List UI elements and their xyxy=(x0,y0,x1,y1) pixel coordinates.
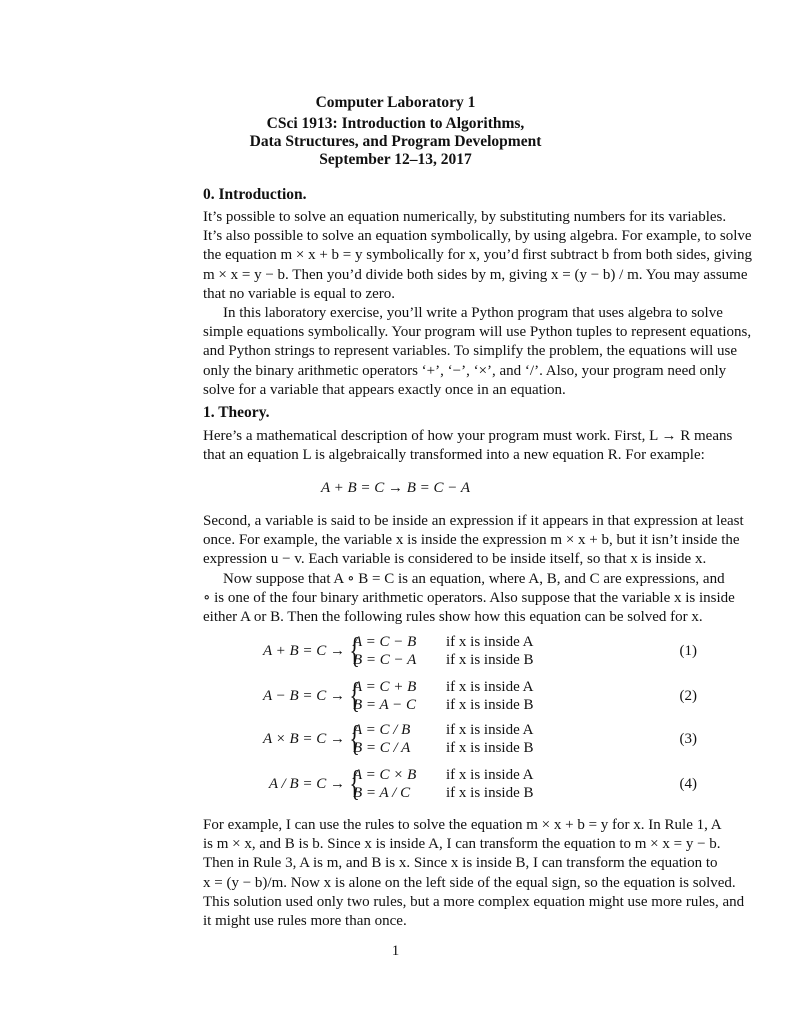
rule-condition-b: if x is inside B xyxy=(446,740,534,756)
rule-condition-b: if x is inside B xyxy=(446,652,534,668)
text-line: that no variable is equal to zero. xyxy=(203,285,396,302)
rule-condition-a: if x is inside A xyxy=(446,722,534,738)
equation-rule xyxy=(203,718,699,760)
text-line: it might use rules more than once. xyxy=(203,912,407,929)
text-line: Then in Rule 3, A is m, and B is x. Since x is inside B, I can transform the equation to xyxy=(203,855,718,872)
brace-icon: { xyxy=(349,675,360,715)
text-line: Now suppose that A ∘ B = C is an equation, where A, B, and C are expressions, and xyxy=(223,571,725,587)
title-line: Computer Laboratory 1 xyxy=(315,94,476,111)
text-line: once. For example, the variable x is inside the expression m × x + b, but it isn’t inside the xyxy=(203,532,740,549)
text-line: Second, a variable is said to be inside an expression if it appears in that expression at least xyxy=(203,513,744,529)
rule-condition-a: if x is inside A xyxy=(446,679,534,695)
brace-icon: { xyxy=(349,718,360,758)
section-heading-introduction: 0. Introduction. xyxy=(203,186,307,203)
title-line: September 12–13, 2017 xyxy=(319,151,472,168)
text-line: For example, I can use the rules to solve the equation m × x + b = y for x. In Rule 1, A xyxy=(203,817,722,833)
text-line: that an equation L is algebraically transformed into a new equation R. For example: xyxy=(203,447,705,464)
equation-rule xyxy=(203,763,699,805)
section-heading-theory: 1. Theory. xyxy=(203,404,270,421)
text-line: ∘ is one of the four binary arithmetic operators. Also suppose that the variable x is inside xyxy=(203,590,735,607)
text-line: It’s possible to solve an equation numerically, by substituting numbers for its variables. xyxy=(203,209,727,225)
rule-case-a: A = C − B xyxy=(353,634,417,650)
text-line: This solution used only two rules, but a more complex equation might use more rules, and xyxy=(203,893,745,910)
rule-case-a: A = C × B xyxy=(353,767,417,783)
rule-case-a: A = C / B xyxy=(353,722,411,738)
text-line: Here’s a mathematical description of how your program must work. First, L → R means xyxy=(203,428,733,444)
text-line: either A or B. Then the following rules show how this equation can be solved for x. xyxy=(203,609,703,626)
brace-icon: { xyxy=(349,763,360,803)
paragraph xyxy=(203,570,735,628)
paragraph xyxy=(203,304,752,400)
text-line: is m × x, and B is b. Since x is inside A, I can transform the equation to m × x = y − b. xyxy=(203,836,721,853)
rule-lhs: A / B = C → xyxy=(268,776,345,792)
text-line: simple equations symbolically. Your program will use Python tuples to represent equations, xyxy=(203,324,752,341)
page-number: 1 xyxy=(391,943,400,959)
equation-number: (2) xyxy=(679,688,697,704)
rule-lhs: A − B = C → xyxy=(262,688,345,704)
rule-condition-b: if x is inside B xyxy=(446,785,534,801)
text-line: In this laboratory exercise, you’ll write a Python program that uses algebra to solve xyxy=(223,305,723,321)
rule-lhs: A × B = C → xyxy=(262,731,345,747)
rule-condition-b: if x is inside B xyxy=(446,697,534,713)
paragraph xyxy=(203,427,733,465)
text-line: solve for a variable that appears exactly once in an equation. xyxy=(203,381,566,398)
example-equation: A + B = C → B = C − A xyxy=(320,480,471,496)
rule-case-b: B = C − A xyxy=(353,652,417,668)
text-line: the equation m × x + b = y symbolically for x, you’d first subtract b from both sides, giving xyxy=(203,247,753,264)
equation-number: (1) xyxy=(679,643,697,659)
equation-number: (4) xyxy=(679,776,697,792)
rule-case-b: B = A / C xyxy=(353,785,411,801)
text-line: expression u − v. Each variable is considered to be inside itself, so that x is inside x. xyxy=(203,551,707,568)
text-line: only the binary arithmetic operators ‘+’, ‘−’, ‘×’, and ‘/’. Also, your program need only xyxy=(203,362,727,379)
text-line: m × x = y − b. Then you’d divide both sides by m, giving x = (y − b) / m. You may assume xyxy=(203,266,748,283)
paragraph xyxy=(203,512,744,570)
rule-lhs: A + B = C → xyxy=(262,643,345,659)
text-line: x = (y − b)/m. Now x is alone on the left side of the equal sign, so the equation is solved. xyxy=(203,874,736,891)
rule-case-b: B = C / A xyxy=(353,740,411,756)
equation-rule xyxy=(203,630,699,672)
brace-icon: { xyxy=(349,630,360,670)
text-line: and Python strings to represent variables. To simplify the problem, the equations will use xyxy=(203,343,738,360)
paragraph xyxy=(203,208,753,304)
equation-rule xyxy=(203,675,699,717)
paragraph xyxy=(203,816,745,931)
equation-number: (3) xyxy=(679,731,697,747)
title-line: Data Structures, and Program Development xyxy=(249,133,542,150)
rule-condition-a: if x is inside A xyxy=(446,634,534,650)
rule-case-b: B = A − C xyxy=(353,697,417,713)
text-line: It’s also possible to solve an equation symbolically, by using algebra. For example, to solve xyxy=(203,228,752,245)
rule-condition-a: if x is inside A xyxy=(446,767,534,783)
rule-case-a: A = C + B xyxy=(353,679,417,695)
title-line: CSci 1913: Introduction to Algorithms, xyxy=(266,115,525,132)
